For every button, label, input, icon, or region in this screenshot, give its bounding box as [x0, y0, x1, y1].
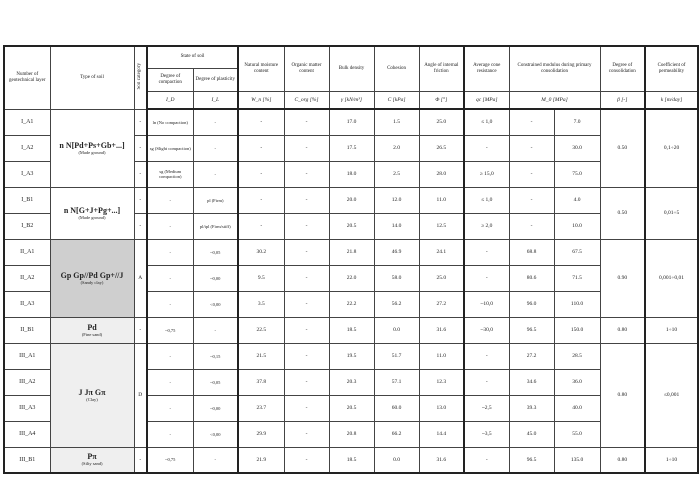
friction-value: 14.4	[419, 421, 464, 447]
soil-category: -	[134, 317, 147, 343]
compaction-value: -	[147, 187, 193, 213]
density-value: 20.0	[329, 187, 374, 213]
cone-value: -	[464, 239, 509, 265]
soil-type-note: (Sandy clay)	[80, 279, 104, 285]
modulus-value-1: -	[509, 109, 554, 135]
modulus-value-1: -	[509, 135, 554, 161]
moisture-value: 3.5	[238, 291, 284, 317]
friction-value: 11.0	[419, 343, 464, 369]
consolidation-value: 0.50	[600, 187, 645, 239]
organic-value: -	[284, 135, 329, 161]
friction-value: 31.6	[419, 317, 464, 343]
compaction-value: -	[147, 213, 193, 239]
header-friction: Angle of internal friction	[419, 46, 464, 91]
permeability-value: 0,001÷0,01	[645, 239, 698, 317]
cone-value: ~2,5	[464, 395, 509, 421]
moisture-value: 30.2	[238, 239, 284, 265]
organic-value: -	[284, 395, 329, 421]
header-consolidation: Degree of consolidation	[600, 46, 645, 91]
table-body	[4, 109, 698, 473]
cohesion-value: 46.9	[374, 239, 419, 265]
soil-type-label: Pπ	[87, 452, 97, 462]
cohesion-value: 0.0	[374, 317, 419, 343]
symbol-density: γ [kN/m³]	[329, 91, 374, 109]
table-row	[4, 343, 698, 369]
symbol-moisture: W_n [%]	[238, 91, 284, 109]
compaction-value: -	[147, 291, 193, 317]
organic-value: -	[284, 187, 329, 213]
permeability-value: 0,1÷20	[645, 109, 698, 187]
plasticity-value: ~0,00	[193, 265, 238, 291]
symbol-plasticity: I_L	[193, 91, 238, 109]
modulus-value-2: 135.0	[554, 447, 600, 473]
layer-number: I_B2	[4, 213, 50, 239]
modulus-value-2: 110.0	[554, 291, 600, 317]
modulus-value-2: 10.0	[554, 213, 600, 239]
header-soil-category	[134, 46, 147, 109]
cone-value: -	[464, 343, 509, 369]
header-cone: Average cone resistance	[464, 46, 509, 91]
soil-type-cell	[50, 239, 134, 317]
organic-value: -	[284, 421, 329, 447]
compaction-value: -	[147, 343, 193, 369]
header-compaction: Degree of compaction	[147, 68, 193, 91]
symbol-organic: C_org [%]	[284, 91, 329, 109]
organic-value: -	[284, 343, 329, 369]
moisture-value: -	[238, 109, 284, 135]
soil-type-note: (Made ground)	[78, 214, 106, 220]
compaction-value: ~0,75	[147, 447, 193, 473]
layer-number: I_B1	[4, 187, 50, 213]
table-row	[4, 317, 698, 343]
layer-number: III_A4	[4, 421, 50, 447]
density-value: 17.0	[329, 109, 374, 135]
soil-type-note: (Clay)	[86, 396, 98, 402]
cohesion-value: 60.0	[374, 395, 419, 421]
modulus-value-1: 80.6	[509, 265, 554, 291]
moisture-value: 29.9	[238, 421, 284, 447]
header-soil-type: Type of soil	[50, 46, 134, 109]
compaction-value: -	[147, 395, 193, 421]
layer-number: I_A2	[4, 135, 50, 161]
cone-value: ≤ 1,0	[464, 109, 509, 135]
cohesion-value: 0.0	[374, 447, 419, 473]
consolidation-value: 0.50	[600, 109, 645, 187]
layer-number: III_B1	[4, 447, 50, 473]
cohesion-value: 66.2	[374, 421, 419, 447]
modulus-value-1: 27.2	[509, 343, 554, 369]
soil-category-label: Soil category	[137, 62, 143, 90]
friction-value: 26.5	[419, 135, 464, 161]
organic-value: -	[284, 291, 329, 317]
moisture-value: 21.9	[238, 447, 284, 473]
soil-type-note: (Silty sand)	[81, 461, 103, 467]
modulus-value-2: 71.5	[554, 265, 600, 291]
cone-value: ≥ 2,0	[464, 213, 509, 239]
header-state-of-soil: State of soil	[147, 46, 238, 68]
modulus-value-1: 39.3	[509, 395, 554, 421]
symbol-permeability: k [m/day]	[645, 91, 698, 109]
friction-value: 12.3	[419, 369, 464, 395]
organic-value: -	[284, 213, 329, 239]
cone-value: -	[464, 369, 509, 395]
header-layer: Number of geotechnical layer	[4, 46, 50, 109]
soil-type-note: (Fine sand)	[81, 331, 103, 337]
soil-category: D	[134, 343, 147, 447]
soil-type-cell	[50, 317, 134, 343]
density-value: 21.8	[329, 239, 374, 265]
soil-category: -	[134, 187, 147, 213]
moisture-value: 23.7	[238, 395, 284, 421]
cohesion-value: 56.2	[374, 291, 419, 317]
plasticity-value: ~0,05	[193, 369, 238, 395]
modulus-value-2: 30.0	[554, 135, 600, 161]
plasticity-value: <0,00	[193, 291, 238, 317]
layer-number: III_A3	[4, 395, 50, 421]
modulus-value-1: 68.8	[509, 239, 554, 265]
soil-category: -	[134, 447, 147, 473]
geotechnical-parameters-table	[3, 45, 699, 474]
plasticity-value: -	[193, 161, 238, 187]
soil-type-label: Gp Gp//Pd Gp+//J	[60, 270, 124, 280]
layer-number: I_A1	[4, 109, 50, 135]
consolidation-value: 0.80	[600, 317, 645, 343]
soil-category: A	[134, 239, 147, 317]
compaction-value: ln (No compaction)	[147, 109, 193, 135]
cone-value: ~30,0	[464, 317, 509, 343]
compaction-value: -	[147, 265, 193, 291]
soil-type-note: (Made ground)	[78, 149, 106, 155]
cohesion-value: 2.0	[374, 135, 419, 161]
permeability-value: 1÷10	[645, 447, 698, 473]
modulus-value-1: 96.5	[509, 317, 554, 343]
moisture-value: 37.8	[238, 369, 284, 395]
moisture-value: -	[238, 187, 284, 213]
layer-number: II_B1	[4, 317, 50, 343]
soil-type-cell	[50, 187, 134, 239]
modulus-value-2: 40.0	[554, 395, 600, 421]
density-value: 18.5	[329, 317, 374, 343]
organic-value: -	[284, 317, 329, 343]
compaction-value: -	[147, 239, 193, 265]
modulus-value-1: -	[509, 161, 554, 187]
density-value: 18.5	[329, 447, 374, 473]
moisture-value: -	[238, 213, 284, 239]
soil-type-label: n N[G+J+Pg+...]	[63, 205, 121, 215]
modulus-value-2: 28.5	[554, 343, 600, 369]
layer-number: II_A3	[4, 291, 50, 317]
density-value: 17.5	[329, 135, 374, 161]
organic-value: -	[284, 161, 329, 187]
modulus-value-1: 45.0	[509, 421, 554, 447]
organic-value: -	[284, 369, 329, 395]
plasticity-value: pl/tpl (Firm/stiff)	[193, 213, 238, 239]
cone-value: -	[464, 265, 509, 291]
header-modulus: Constrained modulus during primary consolidation	[509, 46, 600, 91]
density-value: 20.3	[329, 369, 374, 395]
plasticity-value: -	[193, 447, 238, 473]
friction-value: 12.5	[419, 213, 464, 239]
friction-value: 28.0	[419, 161, 464, 187]
plasticity-value: pl (Firm)	[193, 187, 238, 213]
plasticity-value: -	[193, 317, 238, 343]
symbol-friction: Φ [°]	[419, 91, 464, 109]
modulus-value-2: 55.0	[554, 421, 600, 447]
symbol-cohesion: C [kPa]	[374, 91, 419, 109]
modulus-value-2: 4.0	[554, 187, 600, 213]
soil-category: -	[134, 109, 147, 135]
moisture-value: -	[238, 161, 284, 187]
soil-category: -	[134, 135, 147, 161]
modulus-value-2: 36.0	[554, 369, 600, 395]
layer-number: III_A2	[4, 369, 50, 395]
header-moisture: Natural moisture content	[238, 46, 284, 91]
permeability-value: ≤0,001	[645, 343, 698, 447]
plasticity-value: <0,00	[193, 421, 238, 447]
symbol-cone: qc [MPa]	[464, 91, 509, 109]
friction-value: 11.0	[419, 187, 464, 213]
density-value: 19.5	[329, 343, 374, 369]
friction-value: 27.2	[419, 291, 464, 317]
cone-value: ≤ 1,0	[464, 187, 509, 213]
cone-value: ~10,0	[464, 291, 509, 317]
header-organic: Organic matter content	[284, 46, 329, 91]
density-value: 18.0	[329, 161, 374, 187]
density-value: 22.2	[329, 291, 374, 317]
consolidation-value: 0.80	[600, 343, 645, 447]
density-value: 22.0	[329, 265, 374, 291]
cohesion-value: 1.5	[374, 109, 419, 135]
modulus-value-1: 34.6	[509, 369, 554, 395]
cohesion-value: 58.0	[374, 265, 419, 291]
table-row	[4, 109, 698, 135]
soil-category: -	[134, 213, 147, 239]
plasticity-value: -	[193, 109, 238, 135]
soil-type-label: Pd	[87, 322, 97, 332]
plasticity-value: -	[193, 135, 238, 161]
moisture-value: 22.5	[238, 317, 284, 343]
consolidation-value: 0.80	[600, 447, 645, 473]
soil-type-label: n N[Pd+Ps+Gb+...]	[59, 140, 125, 150]
table-row	[4, 239, 698, 265]
friction-value: 13.0	[419, 395, 464, 421]
header-density: Bulk density	[329, 46, 374, 91]
density-value: 20.5	[329, 395, 374, 421]
cone-value: -	[464, 135, 509, 161]
soil-type-label: J Jπ Gπ	[78, 387, 106, 397]
modulus-value-1: -	[509, 187, 554, 213]
organic-value: -	[284, 265, 329, 291]
header-plasticity: Degree of plasticity	[193, 68, 238, 91]
density-value: 20.8	[329, 421, 374, 447]
layer-number: III_A1	[4, 343, 50, 369]
consolidation-value: 0.90	[600, 239, 645, 317]
cone-value: -	[464, 447, 509, 473]
cohesion-value: 14.0	[374, 213, 419, 239]
modulus-value-2: 7.0	[554, 109, 600, 135]
modulus-value-1: 96.5	[509, 447, 554, 473]
modulus-value-1: -	[509, 213, 554, 239]
modulus-value-2: 67.5	[554, 239, 600, 265]
symbol-modulus: M_0 [MPa]	[509, 91, 600, 109]
moisture-value: -	[238, 135, 284, 161]
friction-value: 25.0	[419, 109, 464, 135]
layer-number: I_A3	[4, 161, 50, 187]
table-row	[4, 187, 698, 213]
cohesion-value: 2.5	[374, 161, 419, 187]
moisture-value: 21.5	[238, 343, 284, 369]
friction-value: 24.1	[419, 239, 464, 265]
organic-value: -	[284, 109, 329, 135]
permeability-value: 0,01÷5	[645, 187, 698, 239]
compaction-value: -	[147, 369, 193, 395]
cohesion-value: 12.0	[374, 187, 419, 213]
compaction-value: sg (Medium compaction)	[147, 161, 193, 187]
modulus-value-2: 150.0	[554, 317, 600, 343]
symbol-consolidation: β [-]	[600, 91, 645, 109]
modulus-value-1: 96.0	[509, 291, 554, 317]
soil-category: -	[134, 161, 147, 187]
header-permeability: Coefficient of permeability	[645, 46, 698, 91]
organic-value: -	[284, 239, 329, 265]
layer-number: II_A1	[4, 239, 50, 265]
organic-value: -	[284, 447, 329, 473]
soil-type-cell	[50, 343, 134, 447]
header-cohesion: Cohesion	[374, 46, 419, 91]
compaction-value: -	[147, 421, 193, 447]
permeability-value: 1÷10	[645, 317, 698, 343]
cohesion-value: 51.7	[374, 343, 419, 369]
density-value: 20.5	[329, 213, 374, 239]
soil-type-cell	[50, 109, 134, 187]
layer-number: II_A2	[4, 265, 50, 291]
soil-type-cell	[50, 447, 134, 473]
compaction-value: sg (Slight compaction)	[147, 135, 193, 161]
cone-value: ≥ 15,0	[464, 161, 509, 187]
plasticity-value: ~0,00	[193, 395, 238, 421]
cohesion-value: 57.1	[374, 369, 419, 395]
friction-value: 31.6	[419, 447, 464, 473]
symbol-compaction: I_D	[147, 91, 193, 109]
cone-value: ~3,5	[464, 421, 509, 447]
moisture-value: 9.5	[238, 265, 284, 291]
friction-value: 25.0	[419, 265, 464, 291]
plasticity-value: ~0,15	[193, 343, 238, 369]
plasticity-value: ~0,05	[193, 239, 238, 265]
modulus-value-2: 75.0	[554, 161, 600, 187]
table-row	[4, 447, 698, 473]
compaction-value: ~0,75	[147, 317, 193, 343]
